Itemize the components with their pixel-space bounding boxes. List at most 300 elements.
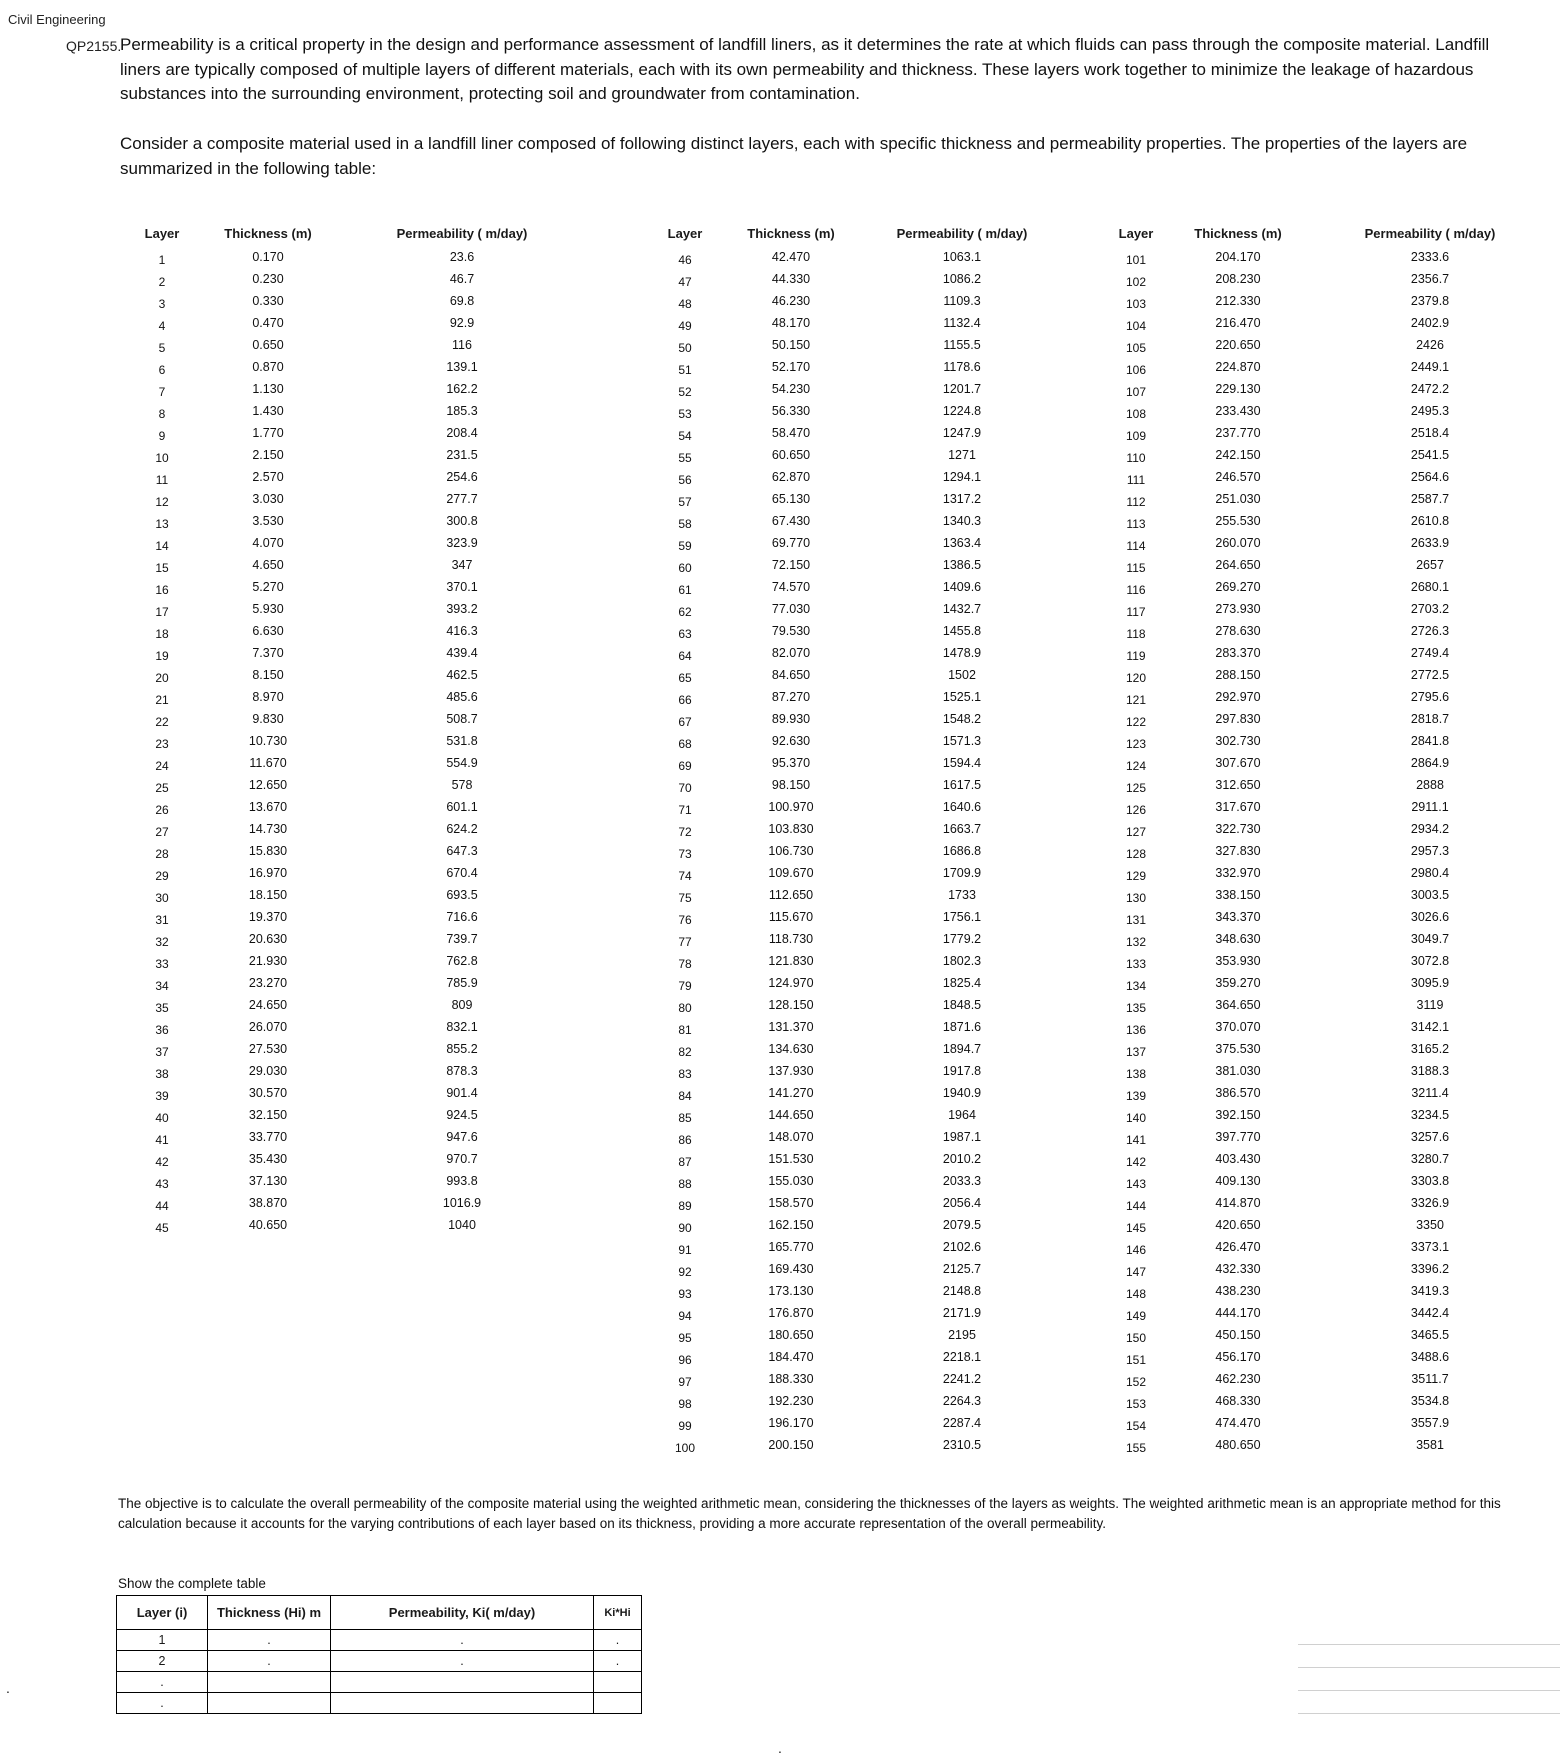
header-permeability: Permeability ( m/day) xyxy=(896,226,1028,241)
layer-number: 152 xyxy=(1125,1375,1147,1389)
layer-permeability: 1478.9 xyxy=(942,646,982,660)
layer-number: 8 xyxy=(158,407,166,421)
layer-thickness: 200.150 xyxy=(768,1438,814,1452)
layer-thickness: 155.030 xyxy=(768,1174,814,1188)
layer-permeability: 1432.7 xyxy=(942,602,982,616)
answer-permeability-cell xyxy=(331,1672,594,1693)
layer-number: 101 xyxy=(1125,253,1147,267)
layer-permeability: 2818.7 xyxy=(1410,712,1450,726)
layer-thickness: 169.430 xyxy=(768,1262,814,1276)
layer-thickness: 283.370 xyxy=(1215,646,1261,660)
layer-number: 69 xyxy=(678,759,692,773)
layer-permeability: 554.9 xyxy=(446,756,478,770)
layer-permeability: 3442.4 xyxy=(1410,1306,1450,1320)
layer-number: 107 xyxy=(1125,385,1147,399)
layer-thickness: 8.970 xyxy=(252,690,284,704)
layer-thickness: 4.070 xyxy=(252,536,284,550)
answer-header-kihi: Ki*Hi xyxy=(594,1596,642,1630)
layer-thickness: 386.570 xyxy=(1215,1086,1261,1100)
layer-permeability: 1525.1 xyxy=(942,690,982,704)
answer-thickness-cell: . xyxy=(208,1651,331,1672)
answer-layer-cell: 1 xyxy=(117,1630,208,1651)
layer-number: 47 xyxy=(678,275,692,289)
layer-thickness: 242.150 xyxy=(1215,448,1261,462)
layer-permeability: 1709.9 xyxy=(942,866,982,880)
layer-permeability: 1294.1 xyxy=(942,470,982,484)
layer-row xyxy=(650,246,1030,268)
layer-permeability: 3211.4 xyxy=(1411,1086,1449,1100)
layer-thickness: 115.670 xyxy=(768,910,814,924)
layer-row xyxy=(130,576,570,598)
layer-number: 92 xyxy=(678,1265,692,1279)
layer-number: 103 xyxy=(1125,297,1147,311)
layer-number: 144 xyxy=(1125,1199,1147,1213)
layer-number: 20 xyxy=(155,671,169,685)
layer-number: 100 xyxy=(674,1441,696,1455)
layer-number: 59 xyxy=(678,539,692,553)
layer-permeability: 508.7 xyxy=(446,712,478,726)
answer-kihi-cell xyxy=(594,1672,642,1693)
layer-row xyxy=(1100,598,1530,620)
layer-thickness: 121.830 xyxy=(768,954,814,968)
layer-row xyxy=(650,1258,1030,1280)
layer-thickness: 468.330 xyxy=(1215,1394,1261,1408)
answer-kihi-cell xyxy=(594,1693,642,1714)
header-thickness: Thickness (m) xyxy=(747,226,835,241)
layer-row xyxy=(1100,422,1530,444)
layer-permeability: 1455.8 xyxy=(942,624,982,638)
layer-row xyxy=(130,884,570,906)
layer-permeability: 2980.4 xyxy=(1410,866,1450,880)
layer-number: 84 xyxy=(678,1089,692,1103)
layer-permeability: 1271 xyxy=(948,448,976,462)
layer-thickness: 438.230 xyxy=(1215,1284,1261,1298)
layer-number: 44 xyxy=(155,1199,169,1213)
layer-thickness: 0.650 xyxy=(252,338,284,352)
answer-layer-cell: . xyxy=(117,1672,208,1693)
layer-number: 147 xyxy=(1125,1265,1147,1279)
layer-permeability: 300.8 xyxy=(446,514,478,528)
layer-thickness: 158.570 xyxy=(768,1196,814,1210)
layer-row xyxy=(650,1126,1030,1148)
layer-row xyxy=(650,1280,1030,1302)
layer-number: 10 xyxy=(155,451,169,465)
layer-row xyxy=(130,378,570,400)
layer-thickness: 237.770 xyxy=(1215,426,1261,440)
layer-permeability: 2841.8 xyxy=(1410,734,1450,748)
layer-row xyxy=(130,554,570,576)
layer-thickness: 54.230 xyxy=(771,382,811,396)
layer-row xyxy=(650,1038,1030,1060)
layer-thickness: 35.430 xyxy=(248,1152,288,1166)
layer-permeability: 1825.4 xyxy=(942,976,982,990)
answer-thickness-cell: . xyxy=(208,1630,331,1651)
layer-thickness: 79.530 xyxy=(771,624,811,638)
layer-thickness: 322.730 xyxy=(1215,822,1261,836)
layer-number: 102 xyxy=(1125,275,1147,289)
layer-number: 64 xyxy=(678,649,692,663)
layer-row xyxy=(130,1214,570,1236)
layer-permeability: 1502 xyxy=(948,668,976,682)
layer-row xyxy=(1100,532,1530,554)
layer-number: 140 xyxy=(1125,1111,1147,1125)
layer-row xyxy=(1100,730,1530,752)
layer-thickness: 44.330 xyxy=(771,272,811,286)
layer-permeability: 2195 xyxy=(948,1328,976,1342)
layer-row xyxy=(130,1060,570,1082)
layer-permeability: 3072.8 xyxy=(1410,954,1450,968)
answer-row xyxy=(117,1651,642,1672)
layer-number: 153 xyxy=(1125,1397,1147,1411)
layer-number: 70 xyxy=(678,781,692,795)
layer-row xyxy=(650,796,1030,818)
layer-number: 78 xyxy=(678,957,692,971)
answer-row xyxy=(117,1630,642,1651)
layer-thickness: 69.770 xyxy=(771,536,811,550)
layer-permeability: 1040 xyxy=(448,1218,476,1232)
layer-permeability: 370.1 xyxy=(446,580,478,594)
layer-number: 97 xyxy=(678,1375,692,1389)
layer-row xyxy=(1100,1368,1530,1390)
layer-number: 27 xyxy=(155,825,169,839)
layer-thickness: 0.330 xyxy=(252,294,284,308)
layer-permeability: 2518.4 xyxy=(1410,426,1450,440)
layer-row xyxy=(650,378,1030,400)
answer-permeability-cell: . xyxy=(331,1630,594,1651)
layer-number: 50 xyxy=(678,341,692,355)
layer-thickness: 33.770 xyxy=(248,1130,288,1144)
layer-row xyxy=(650,884,1030,906)
layer-row xyxy=(1100,972,1530,994)
layer-permeability: 3119 xyxy=(1416,998,1444,1012)
layer-thickness: 6.630 xyxy=(252,624,284,638)
layer-row xyxy=(130,840,570,862)
layer-thickness: 7.370 xyxy=(252,646,284,660)
layer-permeability: 208.4 xyxy=(446,426,478,440)
layer-permeability: 231.5 xyxy=(446,448,478,462)
layer-permeability: 809 xyxy=(451,998,473,1012)
layer-permeability: 2795.6 xyxy=(1410,690,1450,704)
layer-number: 89 xyxy=(678,1199,692,1213)
layer-number: 41 xyxy=(155,1133,169,1147)
layer-row xyxy=(650,268,1030,290)
layer-table-group-3 xyxy=(1100,224,1530,1456)
layer-thickness: 40.650 xyxy=(248,1218,288,1232)
layer-number: 13 xyxy=(155,517,169,531)
layer-number: 34 xyxy=(155,979,169,993)
layer-permeability: 924.5 xyxy=(446,1108,478,1122)
layer-row xyxy=(1100,906,1530,928)
layer-number: 5 xyxy=(158,341,166,355)
layer-thickness: 173.130 xyxy=(768,1284,814,1298)
layer-row xyxy=(650,444,1030,466)
show-table-label: Show the complete table xyxy=(118,1576,266,1591)
layer-row xyxy=(1100,312,1530,334)
answer-header-thickness: Thickness (Hi) m xyxy=(208,1596,331,1630)
layer-permeability: 2749.4 xyxy=(1410,646,1450,660)
layer-thickness: 18.150 xyxy=(248,888,288,902)
layer-row xyxy=(650,840,1030,862)
layer-row xyxy=(1100,1126,1530,1148)
layer-permeability: 2356.7 xyxy=(1410,272,1450,286)
layer-row xyxy=(1100,444,1530,466)
layer-number: 139 xyxy=(1125,1089,1147,1103)
layer-number: 37 xyxy=(155,1045,169,1059)
layer-thickness: 162.150 xyxy=(768,1218,814,1232)
layer-row xyxy=(1100,246,1530,268)
layer-thickness: 4.650 xyxy=(252,558,284,572)
layer-number: 95 xyxy=(678,1331,692,1345)
layer-row xyxy=(130,928,570,950)
layer-thickness: 14.730 xyxy=(248,822,288,836)
layer-thickness: 32.150 xyxy=(248,1108,288,1122)
layer-number: 25 xyxy=(155,781,169,795)
layer-row xyxy=(650,818,1030,840)
layer-number: 36 xyxy=(155,1023,169,1037)
layer-thickness: 106.730 xyxy=(768,844,814,858)
layer-permeability: 1224.8 xyxy=(942,404,982,418)
layer-number: 136 xyxy=(1125,1023,1147,1037)
layer-thickness: 273.930 xyxy=(1215,602,1261,616)
layer-thickness: 137.930 xyxy=(768,1064,814,1078)
layer-row xyxy=(1100,334,1530,356)
layer-number: 17 xyxy=(155,605,169,619)
layer-permeability: 2957.3 xyxy=(1410,844,1450,858)
layer-row xyxy=(650,994,1030,1016)
layer-row xyxy=(130,1016,570,1038)
layer-row xyxy=(130,466,570,488)
layer-row xyxy=(650,510,1030,532)
layer-number: 125 xyxy=(1125,781,1147,795)
layer-permeability: 46.7 xyxy=(449,272,475,286)
layer-row xyxy=(1100,466,1530,488)
layer-permeability: 1940.9 xyxy=(942,1086,982,1100)
layer-row xyxy=(1100,576,1530,598)
layer-permeability: 1132.4 xyxy=(943,316,981,330)
layer-row xyxy=(650,1148,1030,1170)
layer-thickness: 224.870 xyxy=(1215,360,1261,374)
layer-thickness: 62.870 xyxy=(771,470,811,484)
layer-row xyxy=(130,290,570,312)
layer-permeability: 531.8 xyxy=(446,734,478,748)
layer-permeability: 1016.9 xyxy=(442,1196,482,1210)
layer-row xyxy=(650,554,1030,576)
layer-row xyxy=(650,356,1030,378)
layer-permeability: 1201.7 xyxy=(942,382,982,396)
layer-number: 90 xyxy=(678,1221,692,1235)
layer-thickness: 204.170 xyxy=(1215,250,1261,264)
layer-row xyxy=(130,356,570,378)
layer-permeability: 2102.6 xyxy=(942,1240,982,1254)
layer-number: 24 xyxy=(155,759,169,773)
layer-number: 154 xyxy=(1125,1419,1147,1433)
layer-row xyxy=(1100,994,1530,1016)
layer-number: 131 xyxy=(1125,913,1147,927)
layer-row xyxy=(650,972,1030,994)
layer-permeability: 1894.7 xyxy=(942,1042,982,1056)
layer-thickness: 332.970 xyxy=(1215,866,1261,880)
layer-number: 66 xyxy=(678,693,692,707)
layer-permeability: 670.4 xyxy=(446,866,478,880)
layer-number: 29 xyxy=(155,869,169,883)
layer-thickness: 180.650 xyxy=(768,1328,814,1342)
layer-permeability: 2564.6 xyxy=(1410,470,1450,484)
layer-row xyxy=(1100,1346,1530,1368)
layer-permeability: 1109.3 xyxy=(943,294,981,308)
layer-thickness: 3.030 xyxy=(252,492,284,506)
layer-permeability: 2472.2 xyxy=(1410,382,1450,396)
layer-thickness: 196.170 xyxy=(768,1416,814,1430)
layer-number: 105 xyxy=(1125,341,1147,355)
layer-thickness: 46.230 xyxy=(771,294,811,308)
layer-number: 52 xyxy=(678,385,692,399)
layer-number: 3 xyxy=(158,297,166,311)
layer-number: 126 xyxy=(1125,803,1147,817)
layer-number: 123 xyxy=(1125,737,1147,751)
layer-number: 67 xyxy=(678,715,692,729)
layer-number: 32 xyxy=(155,935,169,949)
layer-row xyxy=(130,730,570,752)
layer-permeability: 277.7 xyxy=(446,492,478,506)
answer-layer-cell: 2 xyxy=(117,1651,208,1672)
layer-permeability: 3003.5 xyxy=(1410,888,1450,902)
layer-thickness: 184.470 xyxy=(768,1350,814,1364)
layer-number: 65 xyxy=(678,671,692,685)
layer-number: 45 xyxy=(155,1221,169,1235)
layer-thickness: 5.270 xyxy=(252,580,284,594)
layer-thickness: 82.070 xyxy=(771,646,811,660)
layer-permeability: 2703.2 xyxy=(1410,602,1450,616)
layer-number: 106 xyxy=(1125,363,1147,377)
layer-row xyxy=(130,708,570,730)
layer-row xyxy=(1100,290,1530,312)
objective-paragraph: The objective is to calculate the overall permeability of the composite material using the weighted arithmetic mean, considering the thicknesses of the layers as weights. The weighted arithmetic mean is an appropriate method for this calculation because it accounts for the varying contributions of each layer based on its thickness, providing a more accurate representation of the overall permeability. xyxy=(118,1496,1501,1531)
layer-number: 88 xyxy=(678,1177,692,1191)
layer-permeability: 3303.8 xyxy=(1410,1174,1450,1188)
layer-row xyxy=(650,928,1030,950)
layer-number: 6 xyxy=(158,363,166,377)
layer-row xyxy=(1100,1280,1530,1302)
layer-permeability: 3557.9 xyxy=(1410,1416,1450,1430)
layer-permeability: 1409.6 xyxy=(942,580,982,594)
layer-thickness: 56.330 xyxy=(771,404,811,418)
layer-row xyxy=(650,752,1030,774)
layer-permeability: 3165.2 xyxy=(1410,1042,1450,1056)
layer-number: 71 xyxy=(678,803,692,817)
layer-thickness: 87.270 xyxy=(771,690,811,704)
layer-number: 60 xyxy=(678,561,692,575)
layer-permeability: 1548.2 xyxy=(942,712,982,726)
layer-number: 87 xyxy=(678,1155,692,1169)
layer-number: 155 xyxy=(1125,1441,1147,1455)
layer-row xyxy=(1100,488,1530,510)
layer-permeability: 3326.9 xyxy=(1410,1196,1450,1210)
layer-row xyxy=(1100,620,1530,642)
layer-thickness: 233.430 xyxy=(1215,404,1261,418)
layer-row xyxy=(130,268,570,290)
layer-row xyxy=(130,796,570,818)
layer-row xyxy=(650,620,1030,642)
layer-table-header xyxy=(130,224,570,246)
layer-thickness: 229.130 xyxy=(1215,382,1261,396)
layer-permeability: 762.8 xyxy=(446,954,478,968)
layer-number: 49 xyxy=(678,319,692,333)
layer-thickness: 77.030 xyxy=(771,602,811,616)
layer-thickness: 432.330 xyxy=(1215,1262,1261,1276)
layer-number: 81 xyxy=(678,1023,692,1037)
layer-row xyxy=(650,1170,1030,1192)
layer-number: 18 xyxy=(155,627,169,641)
layer-thickness: 98.150 xyxy=(771,778,811,792)
layer-permeability: 185.3 xyxy=(446,404,478,418)
layer-row xyxy=(130,686,570,708)
layer-permeability: 1155.5 xyxy=(943,338,981,352)
layer-row xyxy=(1100,1192,1530,1214)
layer-thickness: 403.430 xyxy=(1215,1152,1261,1166)
layer-row xyxy=(130,400,570,422)
layer-number: 124 xyxy=(1125,759,1147,773)
layer-number: 74 xyxy=(678,869,692,883)
layer-permeability: 716.6 xyxy=(446,910,478,924)
layer-permeability: 785.9 xyxy=(446,976,478,990)
layer-row xyxy=(130,1038,570,1060)
layer-number: 141 xyxy=(1125,1133,1147,1147)
layer-thickness: 128.150 xyxy=(768,998,814,1012)
layer-number: 80 xyxy=(678,1001,692,1015)
layer-row xyxy=(1100,1060,1530,1082)
layer-permeability: 3142.1 xyxy=(1410,1020,1450,1034)
layer-permeability: 254.6 xyxy=(446,470,478,484)
layer-permeability: 2864.9 xyxy=(1410,756,1450,770)
layer-thickness: 359.270 xyxy=(1215,976,1261,990)
layer-permeability: 1917.8 xyxy=(942,1064,982,1078)
layer-thickness: 302.730 xyxy=(1215,734,1261,748)
layer-permeability: 647.3 xyxy=(446,844,478,858)
layer-permeability: 1964 xyxy=(948,1108,976,1122)
layer-number: 114 xyxy=(1126,539,1146,553)
layer-row xyxy=(130,422,570,444)
layer-thickness: 312.650 xyxy=(1215,778,1261,792)
layer-row xyxy=(1100,356,1530,378)
layer-thickness: 9.830 xyxy=(252,712,284,726)
layer-permeability: 878.3 xyxy=(446,1064,478,1078)
layer-row xyxy=(1100,554,1530,576)
layer-thickness: 192.230 xyxy=(768,1394,814,1408)
layer-permeability: 2772.5 xyxy=(1410,668,1450,682)
layer-row xyxy=(650,1390,1030,1412)
layer-permeability: 1386.5 xyxy=(942,558,982,572)
layer-row xyxy=(130,312,570,334)
layer-row xyxy=(1100,510,1530,532)
layer-row xyxy=(130,818,570,840)
layer-thickness: 151.530 xyxy=(768,1152,814,1166)
table-intro-paragraph: Consider a composite material used in a landfill liner composed of following distinct layers, each with specific thickness and permeability properties. The properties of the layers are summarized in the following table: xyxy=(120,134,1468,178)
layer-permeability: 1363.4 xyxy=(942,536,982,550)
layer-thickness: 92.630 xyxy=(771,734,811,748)
layer-row xyxy=(1100,1258,1530,1280)
layer-thickness: 462.230 xyxy=(1215,1372,1261,1386)
layer-thickness: 220.650 xyxy=(1215,338,1261,352)
layer-number: 98 xyxy=(678,1397,692,1411)
header-permeability: Permeability ( m/day) xyxy=(396,226,528,241)
layer-thickness: 21.930 xyxy=(248,954,288,968)
layer-row xyxy=(130,488,570,510)
layer-thickness: 327.830 xyxy=(1215,844,1261,858)
layer-thickness: 392.150 xyxy=(1215,1108,1261,1122)
layer-permeability: 1247.9 xyxy=(942,426,982,440)
answer-thickness-cell xyxy=(208,1693,331,1714)
layer-permeability: 2610.8 xyxy=(1410,514,1450,528)
